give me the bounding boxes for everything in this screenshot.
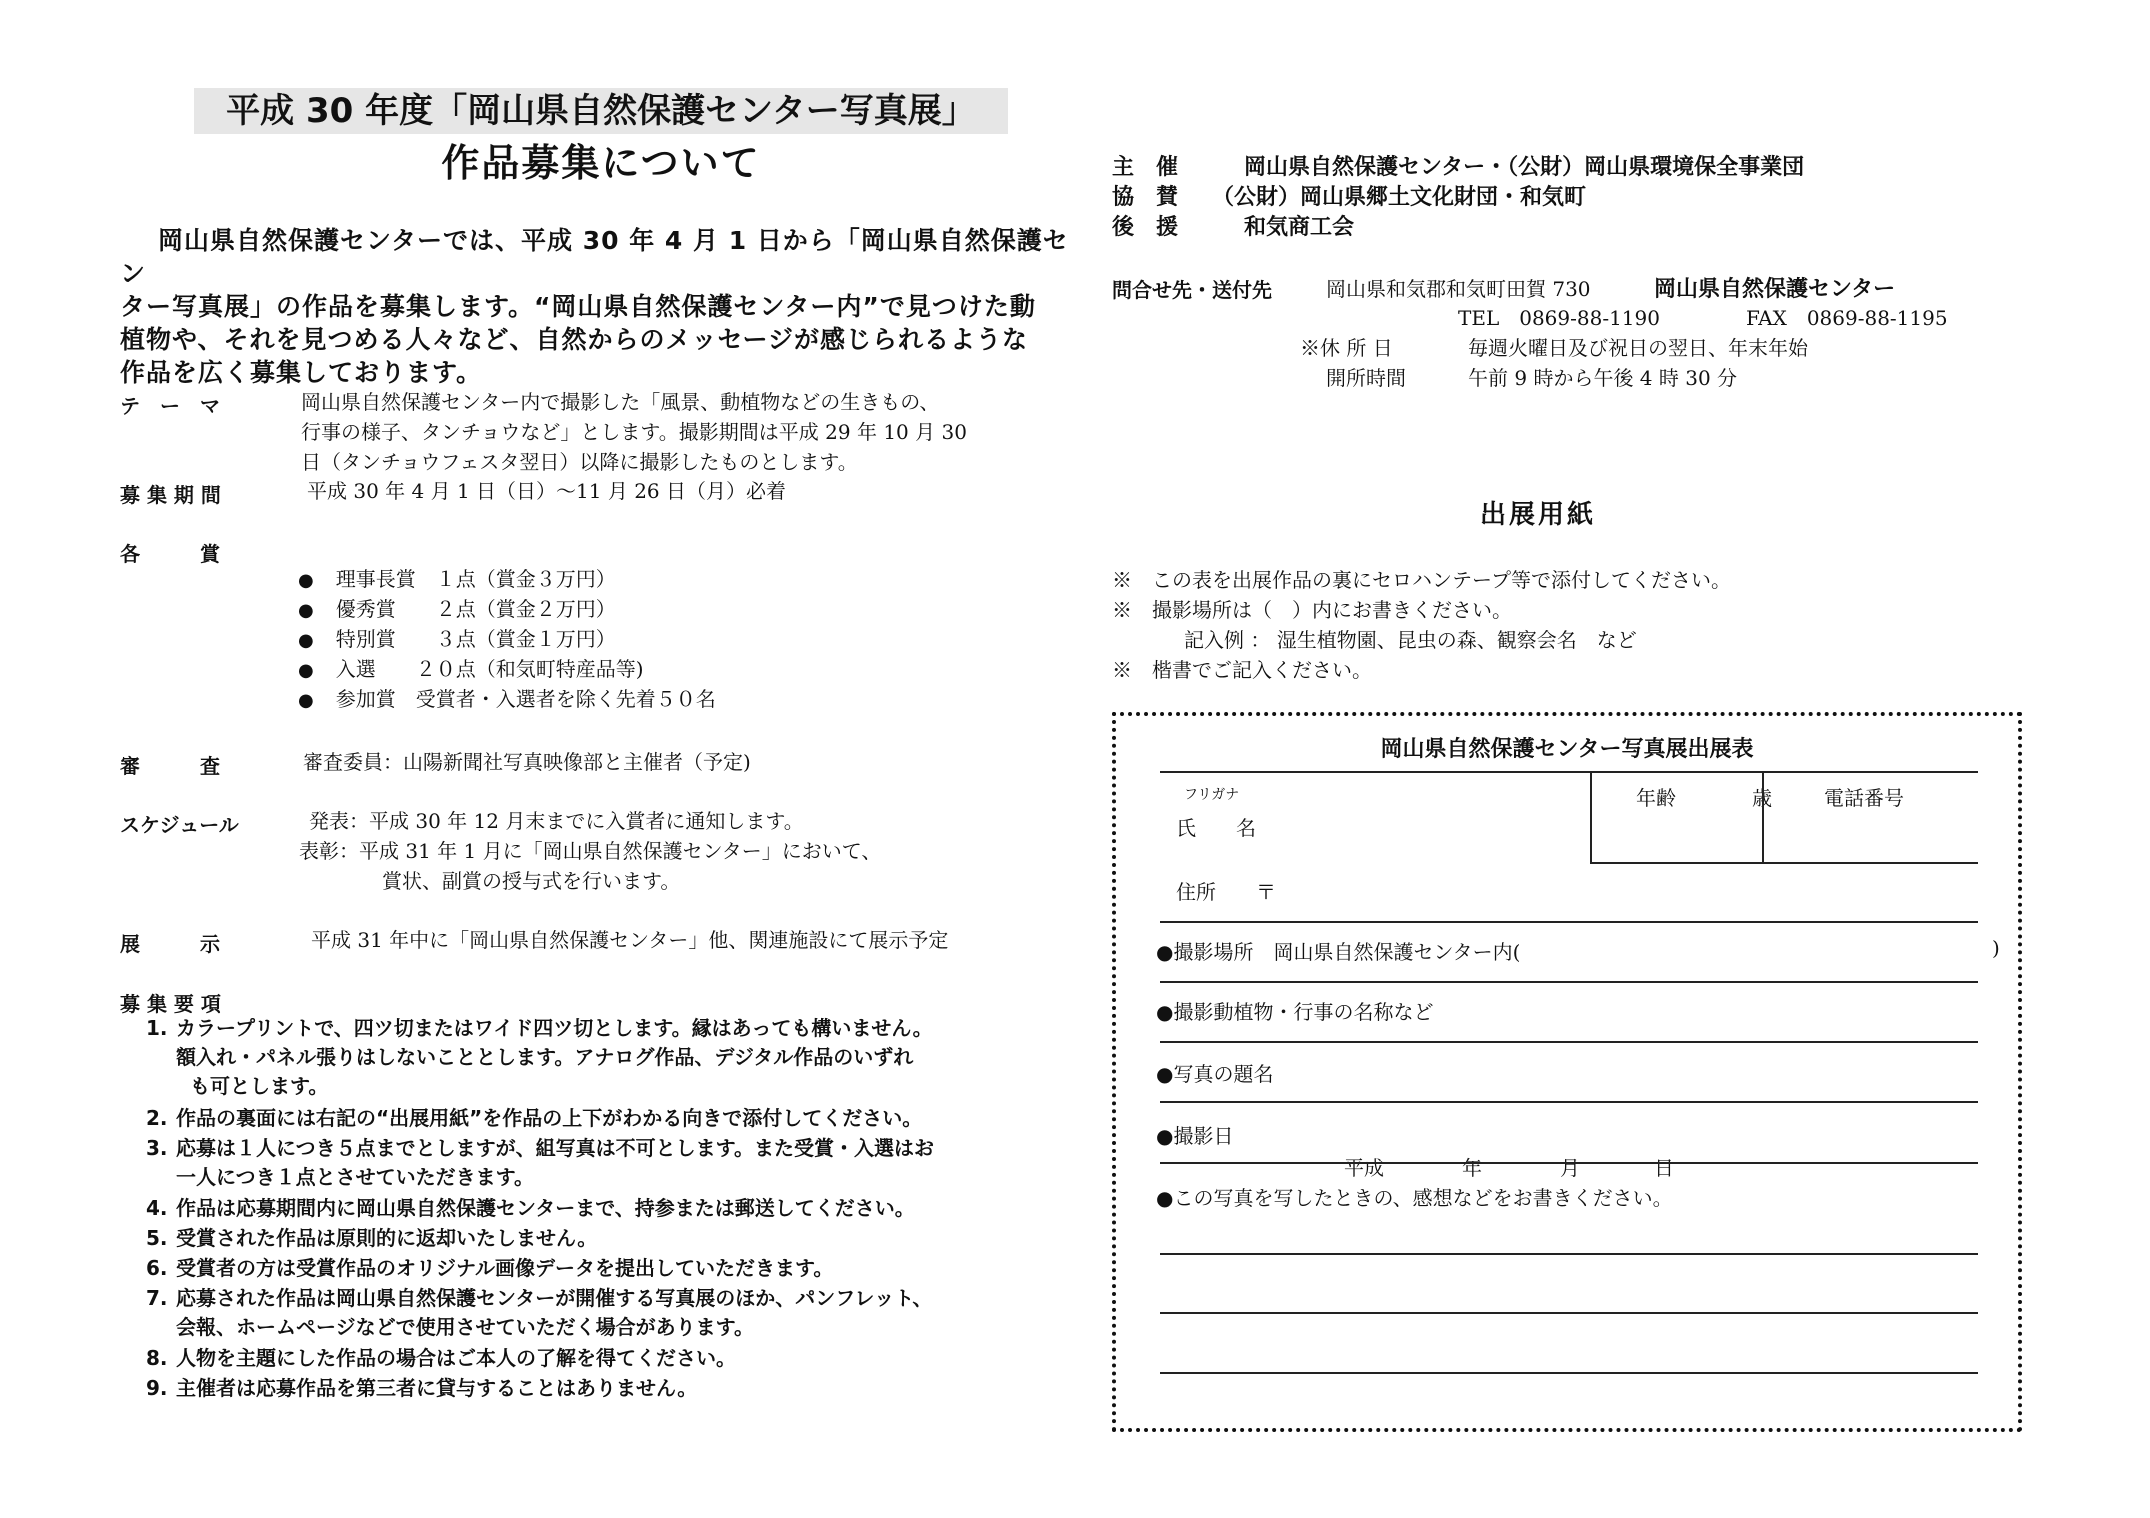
table-rule	[1160, 981, 1978, 983]
note-line: ※ 楷書でご記入ください。	[1112, 658, 1372, 682]
intro-line: 岡山県自然保護センターでは、平成 30 年 4 月 1 日から「岡山県自然保護セン	[120, 226, 1069, 288]
age-unit: 歳	[1752, 786, 1772, 810]
review-label: 審 査	[120, 754, 220, 778]
requirement-item: 7. 応募された作品は岡山県自然保護センターが開催する写真展のほか、パンフレット、	[146, 1286, 933, 1310]
contact-address: 岡山県和気郡和気町田賀 730	[1326, 277, 1591, 301]
age-label: 年齢	[1636, 786, 1676, 810]
requirement-item: 2. 作品の裏面には右記の“出展用紙”を作品の上下がわかる向きで添付してください。	[146, 1106, 923, 1130]
requirement-item: 5. 受賞された作品は原則的に返却いたしません。	[146, 1226, 598, 1250]
requirement-item: 4. 作品は応募期間内に岡山県自然保護センターまで、持参または郵送してください。	[146, 1196, 915, 1220]
award-item: ● 理事長賞 １点（賞金３万円）	[298, 567, 616, 591]
date-year: 年	[1462, 1156, 1482, 1180]
sponsor-label: 後 援	[1112, 215, 1179, 240]
table-rule	[1160, 1101, 1978, 1103]
period-label: 募 集 期 間	[120, 483, 221, 507]
awards-label: 各 賞	[120, 542, 220, 566]
date-era: 平成	[1344, 1156, 1384, 1180]
contact-label: 問合せ先・送付先	[1112, 278, 1272, 302]
exhibit-text: 平成 31 年中に「岡山県自然保護センター」他、関連施設にて展示予定	[311, 928, 949, 952]
requirement-item: 3. 応募は１人につき５点までとしますが、組写真は不可とします。また受賞・入選はお	[146, 1136, 934, 1160]
note-example: 記入例 ： 湿生植物園、昆虫の森、観察会名 など	[1184, 628, 1637, 652]
requirement-item: 8. 人物を主題にした作品の場合はご本人の了解を得てください。	[146, 1346, 736, 1370]
table-rule	[1160, 1253, 1978, 1255]
schedule-line: 発表：平成 30 年 12 月末までに入賞者に通知します。	[309, 809, 804, 833]
sponsor-text: 岡山県自然保護センター・（公財）岡山県環境保全事業団	[1244, 155, 1805, 180]
bullet-icon: ●	[298, 660, 314, 681]
table-rule	[1160, 921, 1978, 923]
furigana-label: フリガナ	[1184, 787, 1240, 803]
note-line: ※ この表を出展作品の裏にセロハンテープ等で添付してください。	[1112, 568, 1731, 592]
theme-text-line: 行事の様子、タンチョウなど」とします。撮影期間は平成 29 年 10 月 30	[301, 420, 967, 444]
sponsor-label: 協 賛	[1112, 185, 1179, 210]
table-rule	[1160, 771, 1978, 773]
form-table-title: 岡山県自然保護センター写真展出展表	[1380, 737, 1754, 762]
location-field[interactable]: ●撮影場所 岡山県自然保護センター内(	[1156, 940, 1521, 964]
bullet-icon: ●	[298, 570, 314, 591]
date-field[interactable]: ●撮影日	[1156, 1124, 1234, 1148]
sponsor-text: （公財）岡山県郷土文化財団・和気町	[1212, 185, 1587, 210]
requirement-continuation: 額入れ・パネル張りはしないこととします。アナログ作品、デジタル作品のいずれ	[176, 1045, 914, 1069]
intro-line: ター写真展」の作品を募集します。“岡山県自然保護センター内”で見つけた動	[120, 292, 1036, 321]
table-rule	[1590, 862, 1978, 864]
award-item: ● 優秀賞 ２点（賞金２万円）	[298, 597, 616, 621]
hours-label: 開所時間	[1326, 366, 1406, 390]
contact-tel: TEL 0869-88-1190	[1458, 306, 1660, 330]
form-heading: 出展用紙	[1480, 500, 1597, 530]
period-text: 平成 30 年 4 月 1 日（日）～11 月 26 日（月）必着	[307, 479, 787, 503]
impression-field[interactable]: ●この写真を写したときの、感想などをお書きください。	[1156, 1186, 1673, 1210]
photo-title-field[interactable]: ●写真の題名	[1156, 1062, 1274, 1086]
requirement-item: 6. 受賞者の方は受賞作品のオリジナル画像データを提出していただきます。	[146, 1256, 834, 1280]
address-field[interactable]: 住所 〒	[1176, 880, 1276, 904]
subject-field[interactable]: ●撮影動植物・行事の名称など	[1156, 1000, 1434, 1024]
award-item: ● 特別賞 ３点（賞金１万円）	[298, 627, 616, 651]
sponsor-label: 主 催	[1112, 155, 1179, 180]
requirement-continuation: 一人につき１点とさせていただきます。	[176, 1165, 534, 1189]
requirement-item: 1. カラープリントで、四ツ切またはワイド四ツ切とします。縁はあっても構いません。	[146, 1016, 933, 1040]
schedule-label: スケジュール	[120, 813, 239, 837]
bullet-icon: ●	[298, 600, 314, 621]
sponsor-text: 和気商工会	[1244, 215, 1355, 240]
theme-label: テ ー マ	[120, 394, 220, 418]
theme-text-line: 日（タンチョウフェスタ翌日）以降に撮影したものとします。	[301, 450, 858, 474]
table-rule	[1160, 1312, 1978, 1314]
requirements-label: 募 集 要 項	[120, 992, 221, 1016]
table-divider	[1590, 771, 1592, 863]
page-subtitle: 作品募集について	[441, 141, 761, 185]
exhibit-label: 展 示	[120, 932, 220, 956]
date-month: 月	[1560, 1156, 1580, 1180]
review-text: 審査委員：山陽新聞社写真映像部と主催者（予定)	[303, 750, 751, 774]
intro-paragraph	[120, 224, 1072, 389]
phone-label: 電話番号	[1824, 786, 1904, 810]
schedule-line: 賞状、副賞の授与式を行います。	[382, 869, 681, 893]
award-item: ● 入選 ２０点（和気町特産品等)	[298, 657, 644, 681]
requirement-continuation: 会報、ホームページなどで使用させていただく場合があります。	[176, 1315, 754, 1339]
table-divider	[1762, 771, 1764, 863]
date-day: 日	[1654, 1156, 1674, 1180]
intro-line: 植物や、それを見つめる人々など、自然からのメッセージが感じられるような	[120, 325, 1029, 354]
requirement-continuation: も可とします。	[190, 1074, 329, 1098]
table-rule	[1160, 1372, 1978, 1374]
bullet-icon: ●	[298, 630, 314, 651]
name-field[interactable]: 氏 名	[1176, 816, 1256, 840]
contact-fax: FAX 0869-88-1195	[1746, 306, 1948, 330]
table-rule	[1160, 1162, 1978, 1164]
table-rule	[1160, 1041, 1978, 1043]
note-line: ※ 撮影場所は（ ）内にお書きください。	[1112, 598, 1512, 622]
closed-days-label: ※休 所 日	[1300, 336, 1393, 360]
schedule-line: 表彰：平成 31 年 1 月に「岡山県自然保護センター」において、	[299, 839, 882, 863]
contact-org: 岡山県自然保護センター	[1654, 277, 1896, 302]
intro-line: 作品を広く募集しております。	[120, 358, 483, 387]
hours-text: 午前 9 時から午後 4 時 30 分	[1468, 366, 1738, 390]
location-close-paren: )	[1992, 936, 2000, 960]
theme-text-line: 岡山県自然保護センター内で撮影した「風景、動植物などの生きもの、	[301, 390, 940, 414]
bullet-icon: ●	[298, 690, 314, 711]
requirement-item: 9. 主催者は応募作品を第三者に貸与することはありません。	[146, 1376, 698, 1400]
page-title: 平成 30 年度「岡山県自然保護センター写真展」	[226, 91, 976, 131]
award-item: ● 参加賞 受賞者・入選者を除く先着５０名	[298, 687, 716, 711]
closed-days-text: 毎週火曜日及び祝日の翌日、年末年始	[1468, 336, 1808, 360]
